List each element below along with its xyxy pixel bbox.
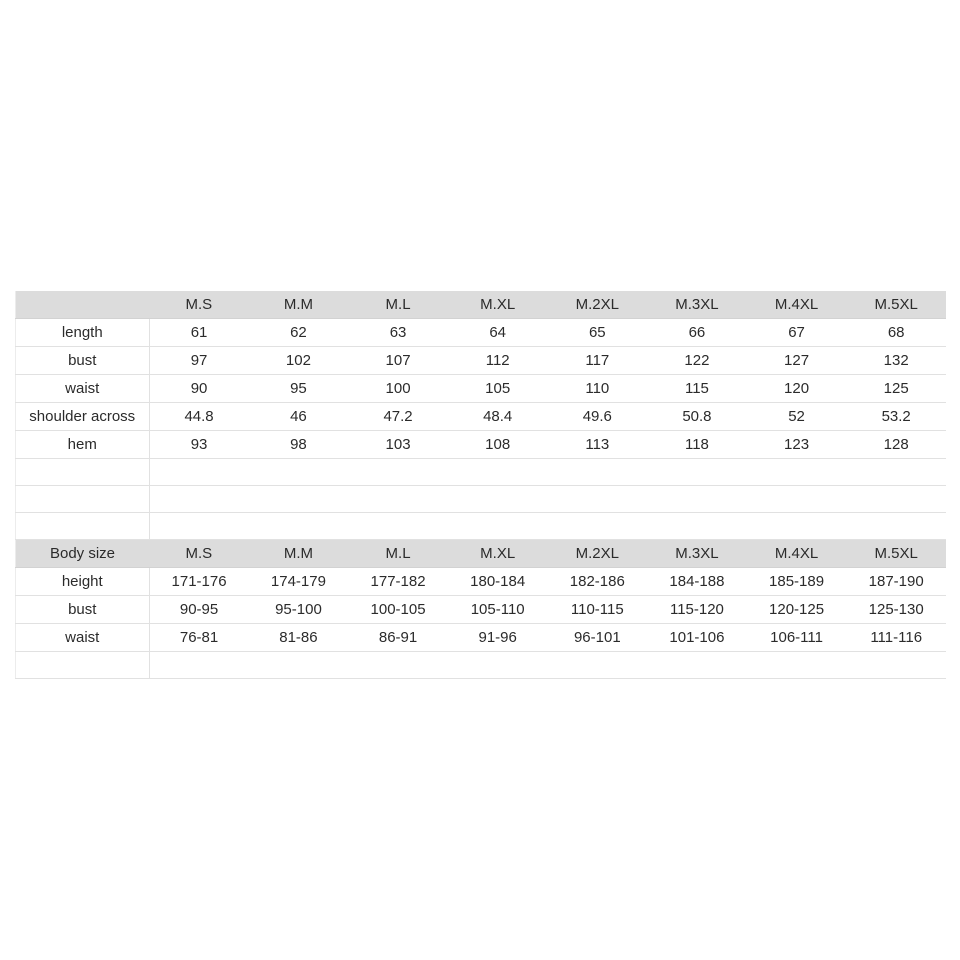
garment-size-header: M.M [249,291,349,319]
table-cell: 64 [448,319,548,347]
table-cell: 102 [249,347,349,375]
body-size-header: M.4XL [747,540,847,568]
table-cell: 44.8 [149,403,249,431]
table-cell: 100 [348,375,448,403]
table-cell: 118 [647,431,747,459]
empty-cell [149,513,946,540]
garment-row-length [16,319,947,347]
table-cell: 105 [448,375,548,403]
table-cell: 108 [448,431,548,459]
table-cell: 100-105 [348,596,448,624]
body-size-header: M.XL [448,540,548,568]
body-size-header: M.L [348,540,448,568]
table-cell: 115 [647,375,747,403]
table-cell: 171-176 [149,568,249,596]
table-cell: 123 [747,431,847,459]
table-cell: 187-190 [846,568,946,596]
table-cell: 46 [249,403,349,431]
empty-row [16,513,947,540]
row-label: waist [16,624,150,652]
table-cell: 49.6 [548,403,648,431]
table-cell: 90-95 [149,596,249,624]
table-cell: 101-106 [647,624,747,652]
table-cell: 113 [548,431,648,459]
body-row-bust [16,596,947,624]
body-size-header: M.3XL [647,540,747,568]
table-cell: 93 [149,431,249,459]
empty-row [16,652,947,679]
row-label: hem [16,431,150,459]
table-cell: 107 [348,347,448,375]
body-size-header: M.S [149,540,249,568]
table-cell: 115-120 [647,596,747,624]
garment-size-header: M.L [348,291,448,319]
empty-cell [149,486,946,513]
garment-size-header: M.3XL [647,291,747,319]
table-cell: 67 [747,319,847,347]
table-cell: 174-179 [249,568,349,596]
row-label: length [16,319,150,347]
table-cell: 184-188 [647,568,747,596]
table-cell: 53.2 [846,403,946,431]
table-cell: 76-81 [149,624,249,652]
table-cell: 110-115 [548,596,648,624]
garment-size-header: M.2XL [548,291,648,319]
row-label: bust [16,347,150,375]
table-cell: 90 [149,375,249,403]
garment-row-waist [16,375,947,403]
garment-size-header: M.S [149,291,249,319]
table-cell: 86-91 [348,624,448,652]
body-row-height [16,568,947,596]
table-cell: 127 [747,347,847,375]
table-cell: 106-111 [747,624,847,652]
table-cell: 91-96 [448,624,548,652]
table-cell: 68 [846,319,946,347]
table-cell: 128 [846,431,946,459]
table-cell: 185-189 [747,568,847,596]
table-cell: 52 [747,403,847,431]
table-cell: 120 [747,375,847,403]
table-cell: 50.8 [647,403,747,431]
table-cell: 111-116 [846,624,946,652]
row-label: height [16,568,150,596]
empty-label-cell [16,652,150,679]
body-size-header: M.5XL [846,540,946,568]
table-cell: 125-130 [846,596,946,624]
garment-header-row [16,291,947,319]
empty-cell [149,459,946,486]
table-cell: 105-110 [448,596,548,624]
body-row-waist [16,624,947,652]
garment-size-header: M.5XL [846,291,946,319]
table-cell: 110 [548,375,648,403]
garment-row-bust [16,347,947,375]
table-cell: 177-182 [348,568,448,596]
body-size-corner-label: Body size [16,540,150,568]
garment-size-header: M.XL [448,291,548,319]
table-cell: 117 [548,347,648,375]
table-cell: 81-86 [249,624,349,652]
table-cell: 132 [846,347,946,375]
table-cell: 103 [348,431,448,459]
table-cell: 66 [647,319,747,347]
table-cell: 98 [249,431,349,459]
body-size-header: M.2XL [548,540,648,568]
garment-size-header: M.4XL [747,291,847,319]
table-cell: 182-186 [548,568,648,596]
table-cell: 97 [149,347,249,375]
table-cell: 65 [548,319,648,347]
body-header-row [16,540,947,568]
table-cell: 120-125 [747,596,847,624]
table-cell: 180-184 [448,568,548,596]
table-cell: 62 [249,319,349,347]
empty-label-cell [16,513,150,540]
table-cell: 95-100 [249,596,349,624]
row-label: waist [16,375,150,403]
row-label: bust [16,596,150,624]
table-cell: 47.2 [348,403,448,431]
size-chart-table [15,291,946,679]
garment-corner-cell [16,291,150,319]
table-cell: 112 [448,347,548,375]
table-cell: 48.4 [448,403,548,431]
empty-row [16,486,947,513]
table-cell: 95 [249,375,349,403]
empty-cell [149,652,946,679]
garment-row-hem [16,431,947,459]
empty-row [16,459,947,486]
table-cell: 122 [647,347,747,375]
body-size-header: M.M [249,540,349,568]
garment-row-shoulder [16,403,947,431]
table-cell: 61 [149,319,249,347]
table-cell: 96-101 [548,624,648,652]
empty-label-cell [16,486,150,513]
table-cell: 63 [348,319,448,347]
row-label: shoulder across [16,403,150,431]
table-cell: 125 [846,375,946,403]
empty-label-cell [16,459,150,486]
